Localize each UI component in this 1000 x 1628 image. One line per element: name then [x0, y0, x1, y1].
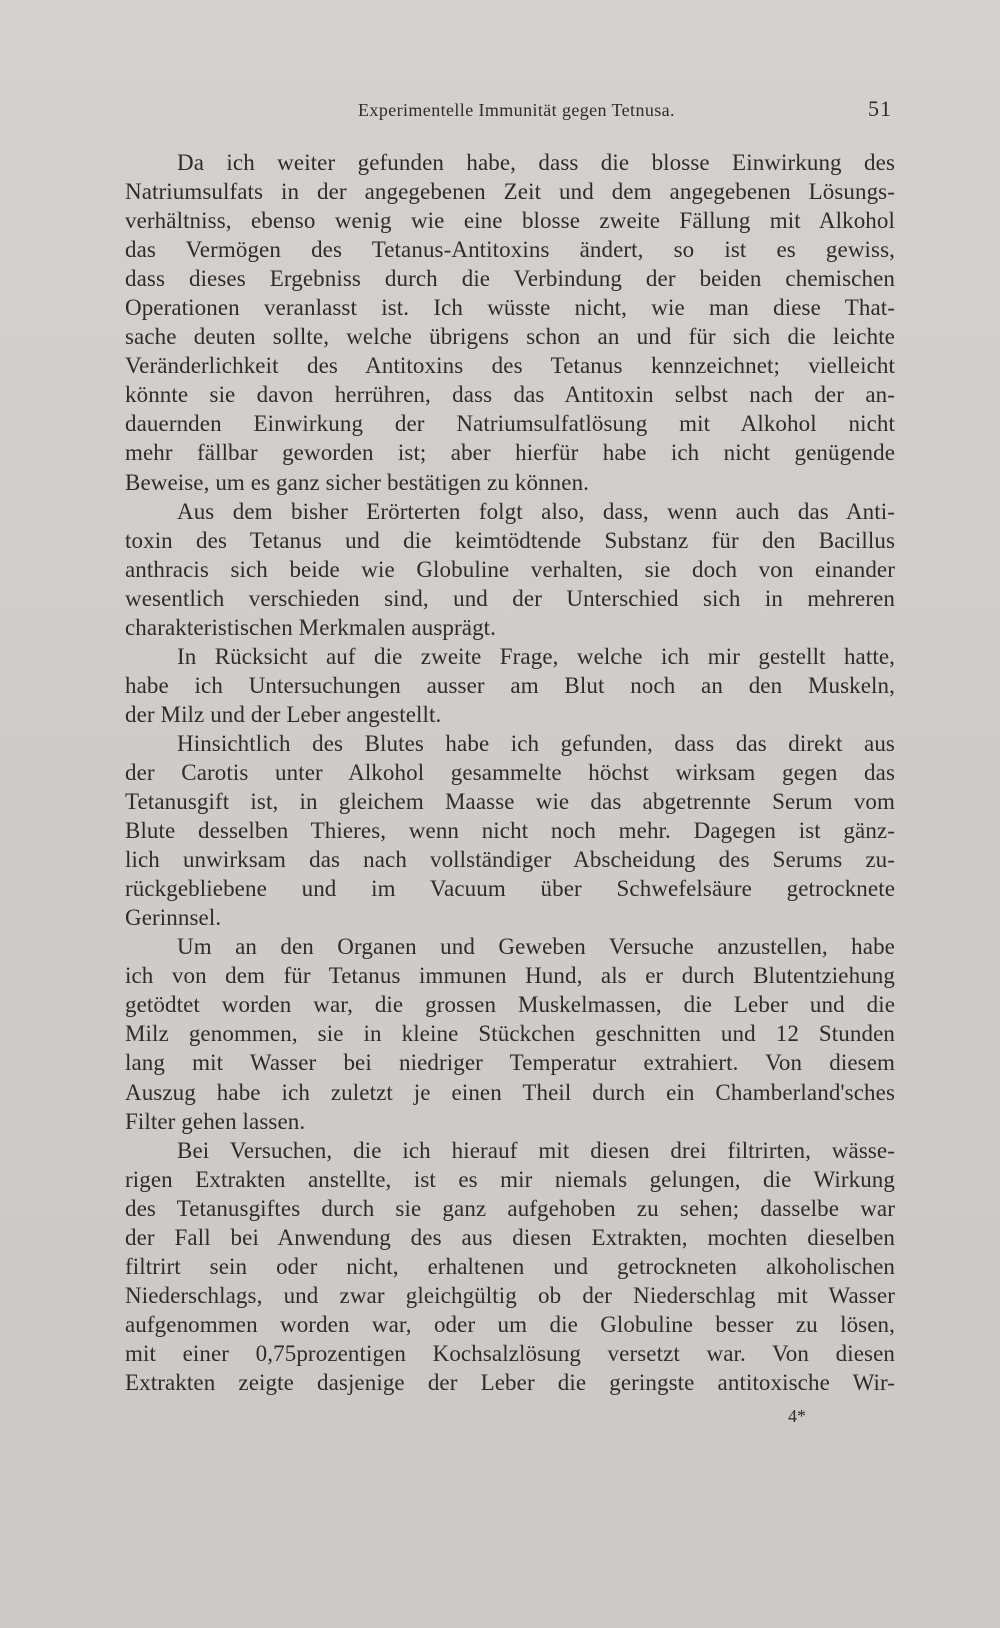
text-line: Extrakten zeigte dasjenige der Leber die geringste antitoxische Wir-	[125, 1369, 895, 1395]
text-line: Niederschlags, und zwar gleichgültig ob der Niederschlag mit Wasser	[125, 1282, 895, 1308]
running-head	[125, 96, 892, 126]
text-line: Bei Versuchen, die ich hierauf mit diesen drei filtrirten, wässe-	[177, 1137, 895, 1163]
text-line: Da ich weiter gefunden habe, dass die blosse Einwirkung des	[177, 150, 895, 175]
text-line: Operationen veranlasst ist. Ich wüsste nicht, wie man diese That-	[125, 295, 895, 321]
text-line: Gerinnsel.	[125, 905, 222, 931]
text-line: Milz genommen, sie in kleine Stückchen geschnitten und 12 Stunden	[125, 1021, 895, 1047]
text-line: dauernden Einwirkung der Natriumsulfatlösung mit Alkohol nicht	[125, 411, 895, 437]
text-line: der Carotis unter Alkohol gesammelte höchst wirksam gegen das	[125, 759, 895, 785]
text-line: charakteristischen Merkmalen ausprägt.	[125, 614, 497, 640]
text-line: Auszug habe ich zuletzt je einen Theil durch ein Chamberland'sches	[125, 1079, 895, 1105]
signature-mark: 4*	[788, 1406, 806, 1426]
text-line: des Tetanusgiftes durch sie ganz aufgehoben zu sehen; dasselbe war	[125, 1195, 895, 1221]
text-line: sache deuten sollte, welche übrigens schon an und für sich die leichte	[125, 324, 895, 350]
text-line: dass dieses Ergebniss durch die Verbindung der beiden chemischen	[125, 266, 895, 292]
text-line: Natriumsulfats in der angegebenen Zeit und dem angegebenen Lösungs-	[125, 179, 895, 205]
body-text	[125, 148, 895, 1397]
text-line: rigen Extrakten anstellte, ist es mir niemals gelungen, die Wirkung	[125, 1166, 895, 1192]
text-line: In Rücksicht auf die zweite Frage, welche ich mir gestellt hatte,	[177, 643, 895, 669]
text-line: Veränderlichkeit des Antitoxins des Tetanus kennzeichnet; vielleicht	[125, 353, 895, 379]
text-line: toxin des Tetanus und die keimtödtende Substanz für den Bacillus	[125, 527, 895, 553]
text-line: aufgenommen worden war, oder um die Globuline besser zu lösen,	[125, 1311, 895, 1337]
text-line: anthracis sich beide wie Globuline verhalten, sie doch von einander	[125, 556, 895, 582]
text-line: filtrirt sein oder nicht, erhaltenen und getrockneten alkoholischen	[125, 1253, 895, 1279]
text-line: rückgebliebene und im Vacuum über Schwefelsäure getrocknete	[125, 876, 895, 902]
text-line: lang mit Wasser bei niedriger Temperatur extrahiert. Von diesem	[125, 1050, 895, 1076]
page-number: 51	[867, 96, 892, 121]
running-head-title: Experimentelle Immunität gegen Tetnusa.	[358, 100, 675, 120]
text-line: könnte sie davon herrühren, dass das Antitoxin selbst nach der an-	[125, 382, 895, 408]
text-line: Tetanusgift ist, in gleichem Maasse wie das abgetrennte Serum vom	[125, 789, 895, 815]
text-line: der Fall bei Anwendung des aus diesen Extrakten, mochten dieselben	[125, 1224, 895, 1250]
text-line: verhältniss, ebenso wenig wie eine blosse zweite Fällung mit Alkohol	[125, 208, 895, 234]
text-line: Hinsichtlich des Blutes habe ich gefunden, dass das direkt aus	[177, 730, 895, 756]
text-line: ich von dem für Tetanus immunen Hund, als er durch Blutentziehung	[125, 963, 895, 989]
text-line: lich unwirksam das nach vollständiger Abscheidung des Serums zu-	[125, 847, 895, 873]
text-line: mehr fällbar geworden ist; aber hierfür habe ich nicht genügende	[125, 440, 895, 466]
text-line: Aus dem bisher Erörterten folgt also, dass, wenn auch das Anti-	[177, 498, 895, 524]
text-line: wesentlich verschieden sind, und der Unterschied sich in mehreren	[125, 585, 895, 611]
text-line: getödtet worden war, die grossen Muskelmassen, die Leber und die	[125, 992, 895, 1018]
text-line: Blute desselben Thieres, wenn nicht noch mehr. Dagegen ist gänz-	[125, 818, 895, 844]
text-line: mit einer 0,75prozentigen Kochsalzlösung versetzt war. Von diesen	[125, 1340, 895, 1366]
text-line: Beweise, um es ganz sicher bestätigen zu können.	[125, 469, 590, 495]
text-line: Filter gehen lassen.	[125, 1108, 306, 1134]
text-line: Um an den Organen und Geweben Versuche anzustellen, habe	[177, 934, 895, 960]
text-line: das Vermögen des Tetanus-Antitoxins ändert, so ist es gewiss,	[125, 237, 895, 263]
text-line: der Milz und der Leber angestellt.	[125, 701, 442, 727]
text-line: habe ich Untersuchungen ausser am Blut noch an den Muskeln,	[125, 672, 895, 698]
